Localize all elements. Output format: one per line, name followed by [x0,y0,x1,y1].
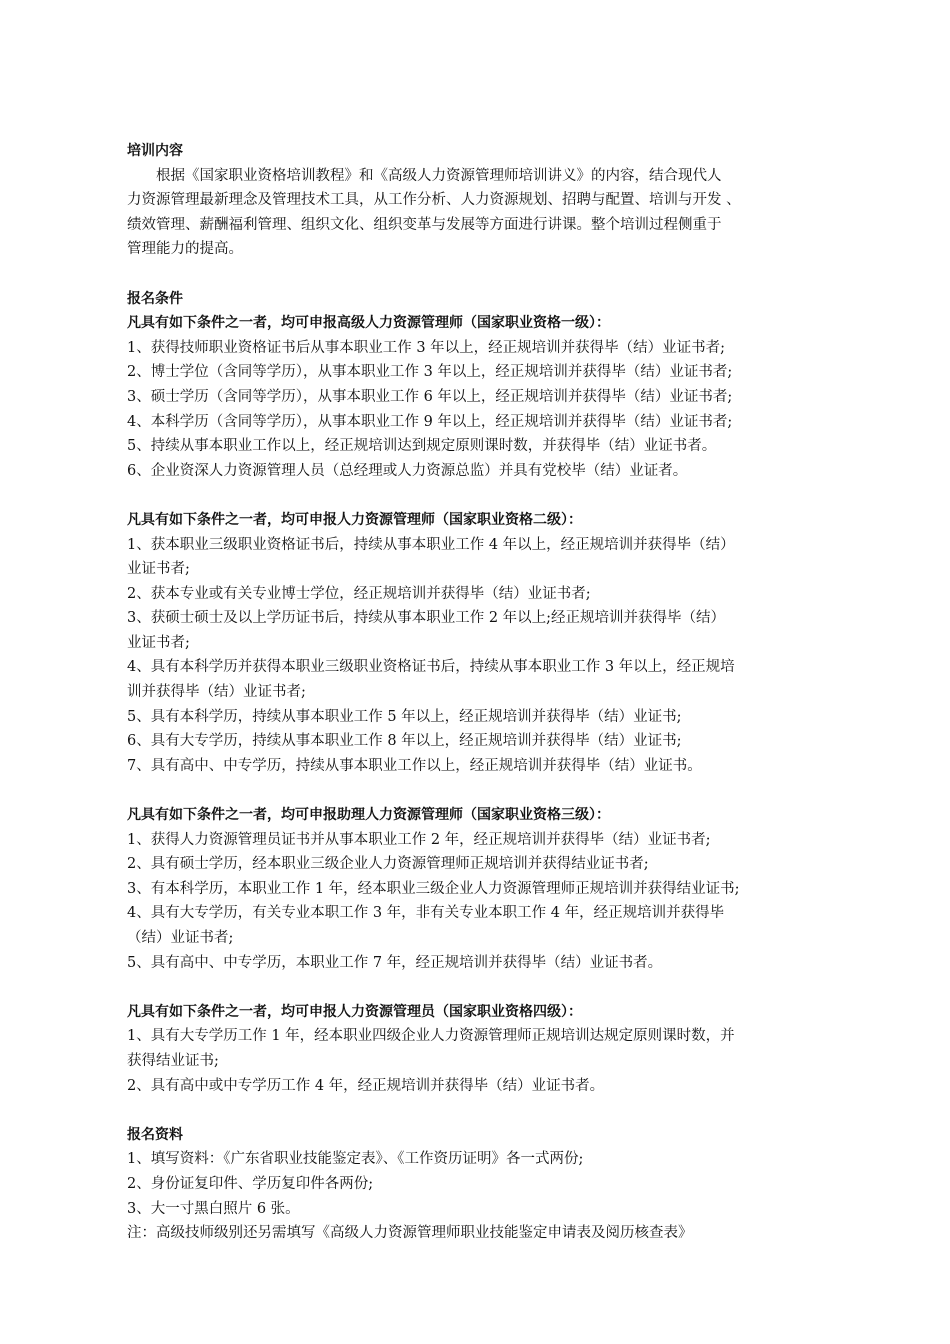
list-item: 1、获本职业三级职业资格证书后，持续从事本职业工作 4 年以上，经正规培训并获得毕（结） [127,536,735,553]
level3-heading: 凡具有如下条件之一者，均可申报助理人力资源管理师（国家职业资格三级）： [127,807,610,824]
list-item: 3、大一寸黑白照片 6 张。 [127,1200,300,1217]
list-item: 业证书者; [127,634,190,651]
list-item: 3、有本科学历，本职业工作 1 年，经本职业三级企业人力资源管理师正规培训并获得结业证书; [127,880,740,897]
paragraph-line: 管理能力的提高。 [127,241,243,258]
list-item: 4、具有本科学历并获得本职业三级职业资格证书后，持续从事本职业工作 3 年以上，经正规培 [127,659,735,676]
list-item: 2、身份证复印件、学历复印件各两份; [127,1175,374,1192]
level3-section [127,803,833,975]
list-item: 4、本科学历（含同等学历），从事本职业工作 9 年以上，经正规培训并获得毕（结）业证书者; [127,413,733,430]
materials-note: 注：高级技师级别还另需填写《高级人力资源管理师职业技能鉴定申请表及阅历核查表》 [127,1225,693,1242]
level4-section [127,1000,833,1098]
spacer [127,483,833,508]
list-item: 3、硕士学历（含同等学历），从事本职业工作 6 年以上，经正规培训并获得毕（结）业证书者; [127,388,733,405]
spacer [127,1098,833,1123]
list-item: 7、具有高中、中专学历，持续从事本职业工作以上，经正规培训并获得毕（结）业证书。 [127,757,702,774]
training-content-heading: 培训内容 [127,143,183,159]
spacer [127,778,833,803]
paragraph-line: 力资源管理最新理念及管理技术工具，从工作分析、人力资源规划、招聘与配置、培训与开发 、 [127,192,741,209]
list-item: 训并获得毕（结）业证书者; [127,684,306,701]
list-item: 5、具有本科学历，持续从事本职业工作 5 年以上，经正规培训并获得毕（结）业证书; [127,708,682,725]
list-item: 2、具有高中或中专学历工作 4 年，经正规培训并获得毕（结）业证书者。 [127,1077,605,1094]
list-item: 2、具有硕士学历，经本职业三级企业人力资源管理师正规培训并获得结业证书者; [127,856,649,873]
list-item: 5、持续从事本职业工作以上，经正规培训达到规定原则课时数，并获得毕（结）业证书者。 [127,438,717,455]
conditions-heading: 报名条件 [127,290,183,307]
list-item: 5、具有高中、中专学历，本职业工作 7 年，经正规培训并获得毕（结）业证书者。 [127,954,663,971]
list-item: 业证书者; [127,561,190,578]
list-item: 1、填写资料：《广东省职业技能鉴定表》、《工作资历证明》各一式两份; [127,1151,584,1168]
level2-section [127,508,833,779]
list-item: 4、具有大专学历，有关专业本职工作 3 年，非有关专业本职工作 4 年，经正规培训并获得毕 [127,905,725,922]
list-item: 6、企业资深人力资源管理人员（总经理或人力资源总监）并具有党校毕（结）业证者。 [127,462,688,479]
spacer [127,262,833,287]
list-item: 1、获得技师职业资格证书后从事本职业工作 3 年以上，经正规培训并获得毕（结）业证书者; [127,339,726,356]
list-item: 6、具有大专学历，持续从事本职业工作 8 年以上，经正规培训并获得毕（结）业证书; [127,733,682,750]
list-item: 获得结业证书; [127,1052,219,1069]
training-content-paragraph [127,164,833,262]
list-item: 1、获得人力资源管理员证书并从事本职业工作 2 年，经正规培训并获得毕（结）业证书者; [127,831,711,848]
level2-heading: 凡具有如下条件之一者，均可申报人力资源管理师（国家职业资格二级）： [127,511,582,528]
list-item: 2、博士学位（含同等学历），从事本职业工作 3 年以上，经正规培训并获得毕（结）业证书者; [127,364,733,381]
spacer [127,975,833,1000]
paragraph-line: 根据《国家职业资格培训教程》和《高级人力资源管理师培训讲义》的内容，结合现代人 [156,167,722,184]
level1-heading: 凡具有如下条件之一者，均可申报高级人力资源管理师（国家职业资格一级）： [127,315,610,332]
materials-heading: 报名资料 [127,1126,183,1143]
list-item: 1、具有大专学历工作 1 年，经本职业四级企业人力资源管理师正规培训达规定原则课时数，并 [127,1028,735,1045]
list-item: （结）业证书者; [127,930,234,946]
level4-heading: 凡具有如下条件之一者，均可申报人力资源管理员（国家职业资格四级）： [127,1003,582,1020]
paragraph-line: 绩效管理、薪酬福利管理、组织文化、组织变革与发展等方面进行讲课。整个培训过程侧重于 [127,216,722,233]
list-item: 2、获本专业或有关专业博士学位，经正规培训并获得毕（结）业证书者; [127,585,591,602]
level1-section [127,311,833,483]
document-page [127,139,833,1246]
list-item: 3、获硕士硕士及以上学历证书后，持续从事本职业工作 2 年以上;经正规培训并获得毕（结） [127,610,726,627]
materials-section [127,1123,833,1246]
